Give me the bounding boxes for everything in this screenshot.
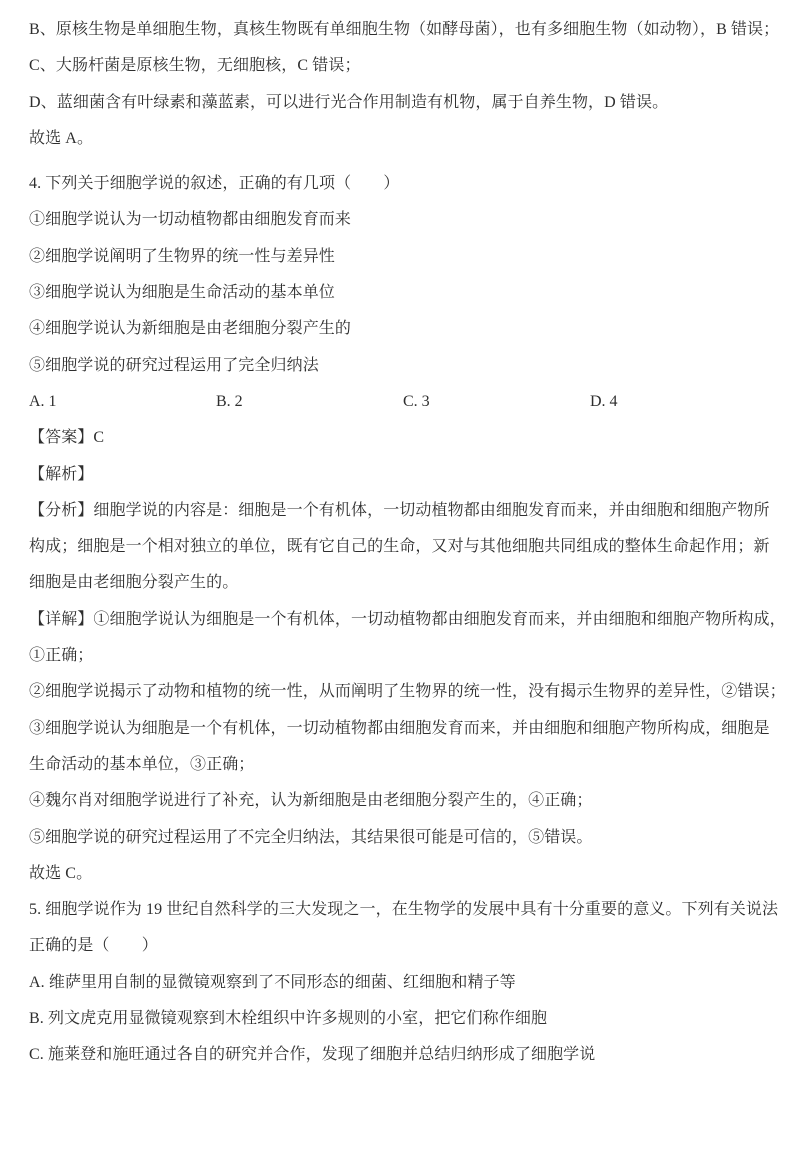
q4-statement-4-line-1: ④细胞学说认为新细胞是由老细胞分裂产生的 <box>29 320 352 338</box>
q4-detail-statement-5-line-1: ⑤细胞学说的研究过程运用了不完全归纳法，其结果很可能是可信的，⑤错误。 <box>29 828 593 846</box>
q4-detail-statement-4 <box>29 783 774 819</box>
q4-options <box>29 384 774 420</box>
q5-option-c-line-1: C. 施莱登和施旺通过各自的研究并合作，发现了细胞并总结归纳形成了细胞学说 <box>29 1046 596 1064</box>
q4-detail-statement-2 <box>29 674 786 710</box>
q4-option-d: D. 4 <box>590 392 618 410</box>
q4-statement-4 <box>29 311 774 347</box>
q5-option-a <box>29 965 774 1001</box>
q5-stem-line-2: 正确的是（ ） <box>29 937 158 955</box>
q4-analysis-header <box>29 457 774 493</box>
q3-explanation-option-c <box>29 48 774 84</box>
q3-explanation-option-d <box>29 85 774 121</box>
q5-option-b-line-1: B. 列文虎克用显微镜观察到木栓组织中许多规则的小室，把它们称作细胞 <box>29 1010 548 1028</box>
q4-analysis-line-3: 细胞是由老细胞分裂产生的。 <box>29 574 239 592</box>
q4-options-row <box>29 384 774 420</box>
q4-detail-statement-3-line-1: ③细胞学说认为细胞是一个有机体，一切动植物都由细胞发育而来，并由细胞和细胞产物所构成，细胞是 <box>29 719 770 737</box>
q4-option-c: C. 3 <box>403 392 430 410</box>
q3-answer-choice-line-1: 故选 A。 <box>29 129 94 147</box>
q4-analysis-line-2: 构成；细胞是一个相对独立的单位，既有它自己的生命，又对与其他细胞共同组成的整体生命起作用；新 <box>29 538 770 556</box>
q4-detail-statement-3 <box>29 711 774 784</box>
q5-option-b <box>29 1001 774 1037</box>
q4-analysis-line-1: 【分析】细胞学说的内容是：细胞是一个有机体，一切动植物都由细胞发育而来，并由细胞和细胞产物所 <box>29 501 770 519</box>
q4-detail-statement-3-line-2: 生命活动的基本单位，③正确； <box>29 755 255 773</box>
q4-detail-statement-4-line-1: ④魏尔肖对细胞学说进行了补充，认为新细胞是由老细胞分裂产生的，④正确； <box>29 792 593 810</box>
q3-explanation-option-c-line-1: C、大肠杆菌是原核生物，无细胞核，C 错误； <box>29 57 361 75</box>
q4-statement-3-line-1: ③细胞学说认为细胞是生命活动的基本单位 <box>29 284 335 302</box>
q4-answer-line-1: 【答案】C <box>29 429 105 447</box>
q3-explanation-option-b <box>29 12 780 48</box>
q4-statement-2-line-1: ②细胞学说阐明了生物界的统一性与差异性 <box>29 247 335 265</box>
q4-detail-statement-1-line-1: 【详解】①细胞学说认为细胞是一个有机体，一切动植物都由细胞发育而来，并由细胞和细胞产物所构成， <box>29 610 786 628</box>
q4-answer-choice-line-1: 故选 C。 <box>29 864 93 882</box>
q4-detail-statement-5 <box>29 820 774 856</box>
q4-statement-5-line-1: ⑤细胞学说的研究过程运用了完全归纳法 <box>29 356 319 374</box>
q5-stem <box>29 892 779 965</box>
q4-statement-1 <box>29 202 774 238</box>
q4-statement-1-line-1: ①细胞学说认为一切动植物都由细胞发育而来 <box>29 211 352 229</box>
q4-answer <box>29 420 774 456</box>
q4-option-a: A. 1 <box>29 392 57 410</box>
q4-detail-statement-2-line-1: ②细胞学说揭示了动物和植物的统一性，从而阐明了生物界的统一性，没有揭示生物界的差异性，②错误； <box>29 683 786 701</box>
q3-explanation-option-b-line-1: B、原核生物是单细胞生物，真核生物既有单细胞生物（如酵母菌），也有多细胞生物（如动物），B 错误； <box>29 21 780 38</box>
q4-analysis-header-line-1: 【解析】 <box>29 465 94 483</box>
q4-stem-line-1: 4. 下列关于细胞学说的叙述，正确的有几项（ ） <box>29 175 400 193</box>
q4-detail-statement-1 <box>29 602 786 675</box>
q4-statement-5 <box>29 348 774 384</box>
q4-option-b: B. 2 <box>216 392 243 410</box>
q3-answer-choice <box>29 121 774 157</box>
q4-stem <box>29 166 774 202</box>
q5-stem-line-1: 5. 细胞学说作为 19 世纪自然科学的三大发现之一，在生物学的发展中具有十分重要的意义。下列有关说法 <box>29 901 779 919</box>
q5-option-c <box>29 1037 774 1073</box>
q4-statement-2 <box>29 239 774 275</box>
q4-statement-3 <box>29 275 774 311</box>
q3-explanation-option-d-line-1: D、蓝细菌含有叶绿素和藻蓝素，可以进行光合作用制造有机物，属于自养生物，D 错误。 <box>29 93 669 111</box>
q4-analysis <box>29 493 774 602</box>
q4-detail-statement-1-line-2: ①正确； <box>29 647 94 665</box>
q5-option-a-line-1: A. 维萨里用自制的显微镜观察到了不同形态的细菌、红细胞和精子等 <box>29 973 516 991</box>
q4-answer-choice <box>29 856 774 892</box>
